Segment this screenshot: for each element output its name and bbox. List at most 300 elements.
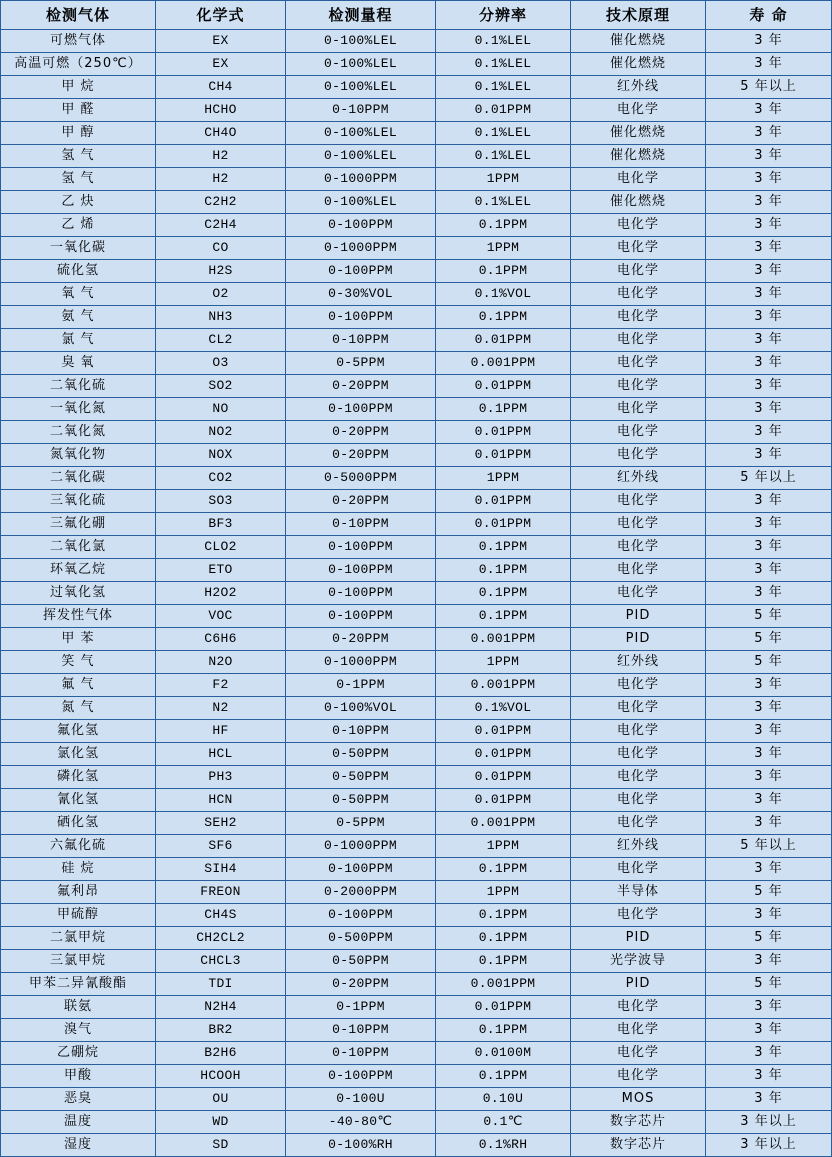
cell-detection-range: 0-1000PPM — [286, 168, 436, 191]
cell-technical-principle: 电化学 — [571, 812, 706, 835]
table-row — [1, 812, 832, 835]
cell-resolution: 0.01PPM — [436, 743, 571, 766]
cell-detection-range: 0-5000PPM — [286, 467, 436, 490]
cell-lifetime: 3 年 — [706, 766, 832, 789]
cell-detection-range: 0-50PPM — [286, 789, 436, 812]
cell-technical-principle: 电化学 — [571, 697, 706, 720]
table-row — [1, 559, 832, 582]
cell-technical-principle: PID — [571, 628, 706, 651]
cell-technical-principle: 电化学 — [571, 398, 706, 421]
cell-lifetime: 5 年以上 — [706, 76, 832, 99]
table-row — [1, 1065, 832, 1088]
cell-technical-principle: 电化学 — [571, 1065, 706, 1088]
cell-gas-name: 磷化氢 — [1, 766, 156, 789]
cell-lifetime: 3 年 — [706, 536, 832, 559]
table-row — [1, 927, 832, 950]
cell-technical-principle: 数字芯片 — [571, 1111, 706, 1134]
cell-lifetime: 5 年 — [706, 628, 832, 651]
cell-chemical-formula: TDI — [156, 973, 286, 996]
cell-lifetime: 3 年 — [706, 99, 832, 122]
cell-lifetime: 3 年 — [706, 329, 832, 352]
cell-gas-name: 氟化氢 — [1, 720, 156, 743]
cell-lifetime: 3 年 — [706, 30, 832, 53]
cell-gas-name: 氧 气 — [1, 283, 156, 306]
cell-gas-name: 湿度 — [1, 1134, 156, 1157]
cell-chemical-formula: SD — [156, 1134, 286, 1157]
cell-technical-principle: 电化学 — [571, 168, 706, 191]
cell-detection-range: 0-100PPM — [286, 904, 436, 927]
cell-gas-name: 二氧化氯 — [1, 536, 156, 559]
cell-gas-name: 氨 气 — [1, 306, 156, 329]
cell-resolution: 0.01PPM — [436, 375, 571, 398]
column-header-gas: 检测气体 — [1, 1, 156, 30]
cell-detection-range: 0-100PPM — [286, 536, 436, 559]
table-row — [1, 444, 832, 467]
cell-lifetime: 3 年 — [706, 674, 832, 697]
cell-lifetime: 3 年 — [706, 1019, 832, 1042]
table-row — [1, 352, 832, 375]
cell-gas-name: 挥发性气体 — [1, 605, 156, 628]
cell-lifetime: 3 年 — [706, 1065, 832, 1088]
cell-resolution: 0.10U — [436, 1088, 571, 1111]
cell-gas-name: 甲酸 — [1, 1065, 156, 1088]
cell-gas-name: 甲 苯 — [1, 628, 156, 651]
cell-chemical-formula: B2H6 — [156, 1042, 286, 1065]
table-row — [1, 536, 832, 559]
cell-resolution: 1PPM — [436, 237, 571, 260]
table-row — [1, 145, 832, 168]
cell-resolution: 0.1PPM — [436, 582, 571, 605]
table-row — [1, 191, 832, 214]
cell-resolution: 0.001PPM — [436, 812, 571, 835]
cell-detection-range: 0-100PPM — [286, 214, 436, 237]
cell-resolution: 0.01PPM — [436, 329, 571, 352]
cell-gas-name: 甲 醇 — [1, 122, 156, 145]
cell-technical-principle: 电化学 — [571, 904, 706, 927]
table-row — [1, 720, 832, 743]
cell-lifetime: 3 年 — [706, 53, 832, 76]
table-body — [1, 30, 832, 1157]
cell-gas-name: 氰化氢 — [1, 789, 156, 812]
cell-lifetime: 5 年 — [706, 927, 832, 950]
cell-detection-range: 0-100PPM — [286, 260, 436, 283]
cell-gas-name: 环氧乙烷 — [1, 559, 156, 582]
cell-technical-principle: 电化学 — [571, 858, 706, 881]
cell-lifetime: 3 年 — [706, 904, 832, 927]
cell-gas-name: 硫化氢 — [1, 260, 156, 283]
cell-technical-principle: 红外线 — [571, 651, 706, 674]
cell-gas-name: 二氧化氮 — [1, 421, 156, 444]
cell-lifetime: 3 年 — [706, 720, 832, 743]
cell-gas-name: 乙 炔 — [1, 191, 156, 214]
cell-detection-range: 0-10PPM — [286, 99, 436, 122]
cell-lifetime: 3 年 — [706, 858, 832, 881]
cell-lifetime: 3 年 — [706, 421, 832, 444]
cell-chemical-formula: VOC — [156, 605, 286, 628]
cell-technical-principle: 电化学 — [571, 582, 706, 605]
cell-detection-range: 0-1000PPM — [286, 237, 436, 260]
table-row — [1, 628, 832, 651]
cell-technical-principle: 催化燃烧 — [571, 53, 706, 76]
cell-chemical-formula: NOX — [156, 444, 286, 467]
cell-lifetime: 3 年 — [706, 1042, 832, 1065]
table-row — [1, 674, 832, 697]
table-row — [1, 858, 832, 881]
cell-chemical-formula: BR2 — [156, 1019, 286, 1042]
cell-lifetime: 3 年 — [706, 490, 832, 513]
cell-technical-principle: 电化学 — [571, 490, 706, 513]
cell-chemical-formula: C2H2 — [156, 191, 286, 214]
cell-detection-range: 0-20PPM — [286, 628, 436, 651]
table-row — [1, 513, 832, 536]
cell-technical-principle: 电化学 — [571, 536, 706, 559]
cell-detection-range: 0-100PPM — [286, 306, 436, 329]
cell-detection-range: 0-1000PPM — [286, 651, 436, 674]
table-row — [1, 1134, 832, 1157]
cell-chemical-formula: EX — [156, 53, 286, 76]
table-row — [1, 168, 832, 191]
cell-technical-principle: 电化学 — [571, 99, 706, 122]
cell-resolution: 0.1%VOL — [436, 697, 571, 720]
cell-technical-principle: 电化学 — [571, 996, 706, 1019]
cell-chemical-formula: HF — [156, 720, 286, 743]
table-row — [1, 651, 832, 674]
cell-chemical-formula: O2 — [156, 283, 286, 306]
column-header-lifetime: 寿 命 — [706, 1, 832, 30]
cell-technical-principle: PID — [571, 927, 706, 950]
cell-chemical-formula: CH2CL2 — [156, 927, 286, 950]
cell-technical-principle: 电化学 — [571, 237, 706, 260]
cell-resolution: 0.1%LEL — [436, 76, 571, 99]
table-row — [1, 237, 832, 260]
table-row — [1, 697, 832, 720]
cell-gas-name: 氮 气 — [1, 697, 156, 720]
cell-lifetime: 3 年 — [706, 191, 832, 214]
cell-resolution: 0.1℃ — [436, 1111, 571, 1134]
cell-chemical-formula: H2O2 — [156, 582, 286, 605]
cell-technical-principle: 红外线 — [571, 835, 706, 858]
table-row — [1, 973, 832, 996]
cell-gas-name: 乙硼烷 — [1, 1042, 156, 1065]
cell-chemical-formula: CHCL3 — [156, 950, 286, 973]
table-row — [1, 306, 832, 329]
cell-chemical-formula: EX — [156, 30, 286, 53]
cell-resolution: 0.1PPM — [436, 536, 571, 559]
cell-resolution: 0.001PPM — [436, 352, 571, 375]
column-header-resolution: 分辨率 — [436, 1, 571, 30]
cell-technical-principle: 电化学 — [571, 674, 706, 697]
cell-detection-range: 0-30%VOL — [286, 283, 436, 306]
cell-technical-principle: 电化学 — [571, 260, 706, 283]
cell-technical-principle: 电化学 — [571, 283, 706, 306]
cell-chemical-formula: HCL — [156, 743, 286, 766]
cell-detection-range: 0-100PPM — [286, 582, 436, 605]
cell-lifetime: 3 年 — [706, 582, 832, 605]
cell-resolution: 0.1PPM — [436, 950, 571, 973]
table-row — [1, 605, 832, 628]
cell-detection-range: 0-100PPM — [286, 858, 436, 881]
cell-lifetime: 3 年 — [706, 697, 832, 720]
cell-lifetime: 5 年以上 — [706, 467, 832, 490]
cell-resolution: 1PPM — [436, 168, 571, 191]
cell-chemical-formula: NH3 — [156, 306, 286, 329]
cell-resolution: 1PPM — [436, 835, 571, 858]
table-row — [1, 881, 832, 904]
cell-technical-principle: 红外线 — [571, 76, 706, 99]
cell-chemical-formula: HCHO — [156, 99, 286, 122]
cell-chemical-formula: NO — [156, 398, 286, 421]
cell-detection-range: 0-10PPM — [286, 720, 436, 743]
cell-chemical-formula: SO3 — [156, 490, 286, 513]
cell-chemical-formula: CH4S — [156, 904, 286, 927]
cell-technical-principle: 催化燃烧 — [571, 30, 706, 53]
cell-technical-principle: 电化学 — [571, 766, 706, 789]
cell-gas-name: 硒化氢 — [1, 812, 156, 835]
table-row — [1, 76, 832, 99]
cell-chemical-formula: PH3 — [156, 766, 286, 789]
cell-technical-principle: 电化学 — [571, 789, 706, 812]
cell-chemical-formula: N2H4 — [156, 996, 286, 1019]
cell-technical-principle: 电化学 — [571, 329, 706, 352]
cell-gas-name: 联氨 — [1, 996, 156, 1019]
cell-lifetime: 3 年 — [706, 513, 832, 536]
cell-detection-range: 0-100PPM — [286, 605, 436, 628]
table-row — [1, 398, 832, 421]
cell-gas-name: 三氟化硼 — [1, 513, 156, 536]
cell-gas-name: 二氯甲烷 — [1, 927, 156, 950]
cell-lifetime: 3 年 — [706, 812, 832, 835]
cell-gas-name: 甲 醛 — [1, 99, 156, 122]
cell-resolution: 0.01PPM — [436, 766, 571, 789]
cell-detection-range: 0-10PPM — [286, 1042, 436, 1065]
cell-resolution: 0.1PPM — [436, 1065, 571, 1088]
table-row — [1, 1019, 832, 1042]
cell-technical-principle: 电化学 — [571, 352, 706, 375]
cell-resolution: 0.1%VOL — [436, 283, 571, 306]
cell-resolution: 0.001PPM — [436, 973, 571, 996]
cell-technical-principle: 催化燃烧 — [571, 145, 706, 168]
table-row — [1, 996, 832, 1019]
cell-gas-name: 六氟化硫 — [1, 835, 156, 858]
cell-gas-name: 乙 烯 — [1, 214, 156, 237]
cell-technical-principle: PID — [571, 605, 706, 628]
cell-lifetime: 5 年 — [706, 605, 832, 628]
cell-lifetime: 3 年 — [706, 398, 832, 421]
cell-detection-range: 0-20PPM — [286, 421, 436, 444]
cell-gas-name: 恶臭 — [1, 1088, 156, 1111]
cell-lifetime: 3 年 — [706, 352, 832, 375]
cell-resolution: 0.01PPM — [436, 720, 571, 743]
cell-gas-name: 氟利昂 — [1, 881, 156, 904]
table-row — [1, 467, 832, 490]
cell-detection-range: 0-100%LEL — [286, 145, 436, 168]
cell-lifetime: 3 年 — [706, 950, 832, 973]
column-header-formula: 化学式 — [156, 1, 286, 30]
cell-technical-principle: MOS — [571, 1088, 706, 1111]
cell-chemical-formula: WD — [156, 1111, 286, 1134]
cell-gas-name: 氟 气 — [1, 674, 156, 697]
table-row — [1, 421, 832, 444]
cell-technical-principle: 数字芯片 — [571, 1134, 706, 1157]
cell-lifetime: 3 年 — [706, 283, 832, 306]
cell-lifetime: 3 年 — [706, 122, 832, 145]
cell-technical-principle: 催化燃烧 — [571, 191, 706, 214]
cell-lifetime: 5 年 — [706, 881, 832, 904]
cell-chemical-formula: C2H4 — [156, 214, 286, 237]
cell-gas-name: 氮氧化物 — [1, 444, 156, 467]
cell-resolution: 0.01PPM — [436, 789, 571, 812]
cell-lifetime: 3 年 — [706, 237, 832, 260]
cell-technical-principle: 电化学 — [571, 214, 706, 237]
cell-chemical-formula: SEH2 — [156, 812, 286, 835]
cell-detection-range: 0-100PPM — [286, 1065, 436, 1088]
cell-lifetime: 3 年 — [706, 444, 832, 467]
table-row — [1, 329, 832, 352]
cell-resolution: 0.001PPM — [436, 674, 571, 697]
cell-gas-name: 二氧化碳 — [1, 467, 156, 490]
cell-chemical-formula: OU — [156, 1088, 286, 1111]
cell-gas-name: 氢 气 — [1, 168, 156, 191]
cell-lifetime: 5 年 — [706, 973, 832, 996]
cell-gas-name: 过氧化氢 — [1, 582, 156, 605]
cell-lifetime: 3 年 — [706, 1088, 832, 1111]
cell-gas-name: 甲硫醇 — [1, 904, 156, 927]
cell-lifetime: 3 年 — [706, 306, 832, 329]
cell-detection-range: 0-50PPM — [286, 766, 436, 789]
cell-detection-range: 0-20PPM — [286, 490, 436, 513]
cell-lifetime: 3 年 — [706, 559, 832, 582]
cell-detection-range: 0-5PPM — [286, 352, 436, 375]
cell-resolution: 0.1%LEL — [436, 30, 571, 53]
cell-technical-principle: 电化学 — [571, 375, 706, 398]
table-row — [1, 789, 832, 812]
cell-resolution: 0.01PPM — [436, 99, 571, 122]
cell-chemical-formula: H2 — [156, 145, 286, 168]
cell-gas-name: 氯化氢 — [1, 743, 156, 766]
cell-technical-principle: 电化学 — [571, 743, 706, 766]
cell-technical-principle: 电化学 — [571, 513, 706, 536]
cell-resolution: 0.01PPM — [436, 421, 571, 444]
column-header-range: 检测量程 — [286, 1, 436, 30]
cell-lifetime: 5 年以上 — [706, 835, 832, 858]
cell-chemical-formula: CO2 — [156, 467, 286, 490]
cell-resolution: 0.1PPM — [436, 927, 571, 950]
cell-lifetime: 3 年 — [706, 145, 832, 168]
cell-technical-principle: 电化学 — [571, 1019, 706, 1042]
cell-gas-name: 氯 气 — [1, 329, 156, 352]
cell-chemical-formula: HCOOH — [156, 1065, 286, 1088]
cell-detection-range: 0-100%VOL — [286, 697, 436, 720]
cell-chemical-formula: F2 — [156, 674, 286, 697]
cell-detection-range: 0-100U — [286, 1088, 436, 1111]
cell-gas-name: 臭 氧 — [1, 352, 156, 375]
cell-chemical-formula: O3 — [156, 352, 286, 375]
cell-resolution: 0.1%LEL — [436, 122, 571, 145]
cell-detection-range: -40-80℃ — [286, 1111, 436, 1134]
cell-detection-range: 0-100%RH — [286, 1134, 436, 1157]
table-row — [1, 1042, 832, 1065]
cell-detection-range: 0-20PPM — [286, 375, 436, 398]
table-row — [1, 99, 832, 122]
cell-resolution: 0.1%LEL — [436, 53, 571, 76]
cell-resolution: 0.1%RH — [436, 1134, 571, 1157]
cell-lifetime: 3 年 — [706, 789, 832, 812]
cell-gas-name: 笑 气 — [1, 651, 156, 674]
cell-chemical-formula: ETO — [156, 559, 286, 582]
cell-detection-range: 0-50PPM — [286, 950, 436, 973]
cell-technical-principle: 光学波导 — [571, 950, 706, 973]
cell-chemical-formula: SF6 — [156, 835, 286, 858]
cell-resolution: 0.1PPM — [436, 904, 571, 927]
cell-resolution: 0.001PPM — [436, 628, 571, 651]
cell-resolution: 0.1PPM — [436, 605, 571, 628]
cell-gas-name: 氢 气 — [1, 145, 156, 168]
cell-lifetime: 3 年以上 — [706, 1134, 832, 1157]
cell-resolution: 0.01PPM — [436, 490, 571, 513]
table-row — [1, 30, 832, 53]
cell-chemical-formula: CLO2 — [156, 536, 286, 559]
cell-chemical-formula: FREON — [156, 881, 286, 904]
table-row — [1, 214, 832, 237]
cell-chemical-formula: CO — [156, 237, 286, 260]
cell-lifetime: 5 年 — [706, 651, 832, 674]
cell-detection-range: 0-10PPM — [286, 1019, 436, 1042]
cell-resolution: 0.01PPM — [436, 444, 571, 467]
cell-chemical-formula: SIH4 — [156, 858, 286, 881]
cell-detection-range: 0-500PPM — [286, 927, 436, 950]
cell-detection-range: 0-5PPM — [286, 812, 436, 835]
table-row — [1, 375, 832, 398]
cell-chemical-formula: NO2 — [156, 421, 286, 444]
table-row — [1, 743, 832, 766]
cell-resolution: 1PPM — [436, 881, 571, 904]
cell-gas-name: 溴气 — [1, 1019, 156, 1042]
cell-detection-range: 0-20PPM — [286, 444, 436, 467]
table-row — [1, 283, 832, 306]
cell-gas-name: 三氯甲烷 — [1, 950, 156, 973]
cell-resolution: 0.1PPM — [436, 858, 571, 881]
table-header — [1, 1, 832, 30]
cell-chemical-formula: CH4 — [156, 76, 286, 99]
cell-technical-principle: 电化学 — [571, 421, 706, 444]
table-row — [1, 490, 832, 513]
cell-technical-principle: 电化学 — [571, 559, 706, 582]
cell-resolution: 0.01PPM — [436, 513, 571, 536]
cell-chemical-formula: CL2 — [156, 329, 286, 352]
cell-lifetime: 3 年 — [706, 260, 832, 283]
cell-detection-range: 0-100%LEL — [286, 53, 436, 76]
cell-lifetime: 3 年 — [706, 168, 832, 191]
cell-lifetime: 3 年 — [706, 996, 832, 1019]
cell-lifetime: 3 年以上 — [706, 1111, 832, 1134]
cell-detection-range: 0-100%LEL — [286, 30, 436, 53]
table-row — [1, 950, 832, 973]
table-row — [1, 1111, 832, 1134]
cell-technical-principle: 红外线 — [571, 467, 706, 490]
cell-chemical-formula: CH4O — [156, 122, 286, 145]
cell-resolution: 0.1PPM — [436, 559, 571, 582]
cell-technical-principle: 电化学 — [571, 720, 706, 743]
cell-gas-name: 甲 烷 — [1, 76, 156, 99]
cell-resolution: 0.1PPM — [436, 214, 571, 237]
cell-resolution: 0.1PPM — [436, 398, 571, 421]
cell-technical-principle: 电化学 — [571, 444, 706, 467]
cell-technical-principle: 催化燃烧 — [571, 122, 706, 145]
cell-detection-range: 0-1PPM — [286, 996, 436, 1019]
table-header-row — [1, 1, 832, 30]
cell-detection-range: 0-20PPM — [286, 973, 436, 996]
cell-detection-range: 0-10PPM — [286, 513, 436, 536]
